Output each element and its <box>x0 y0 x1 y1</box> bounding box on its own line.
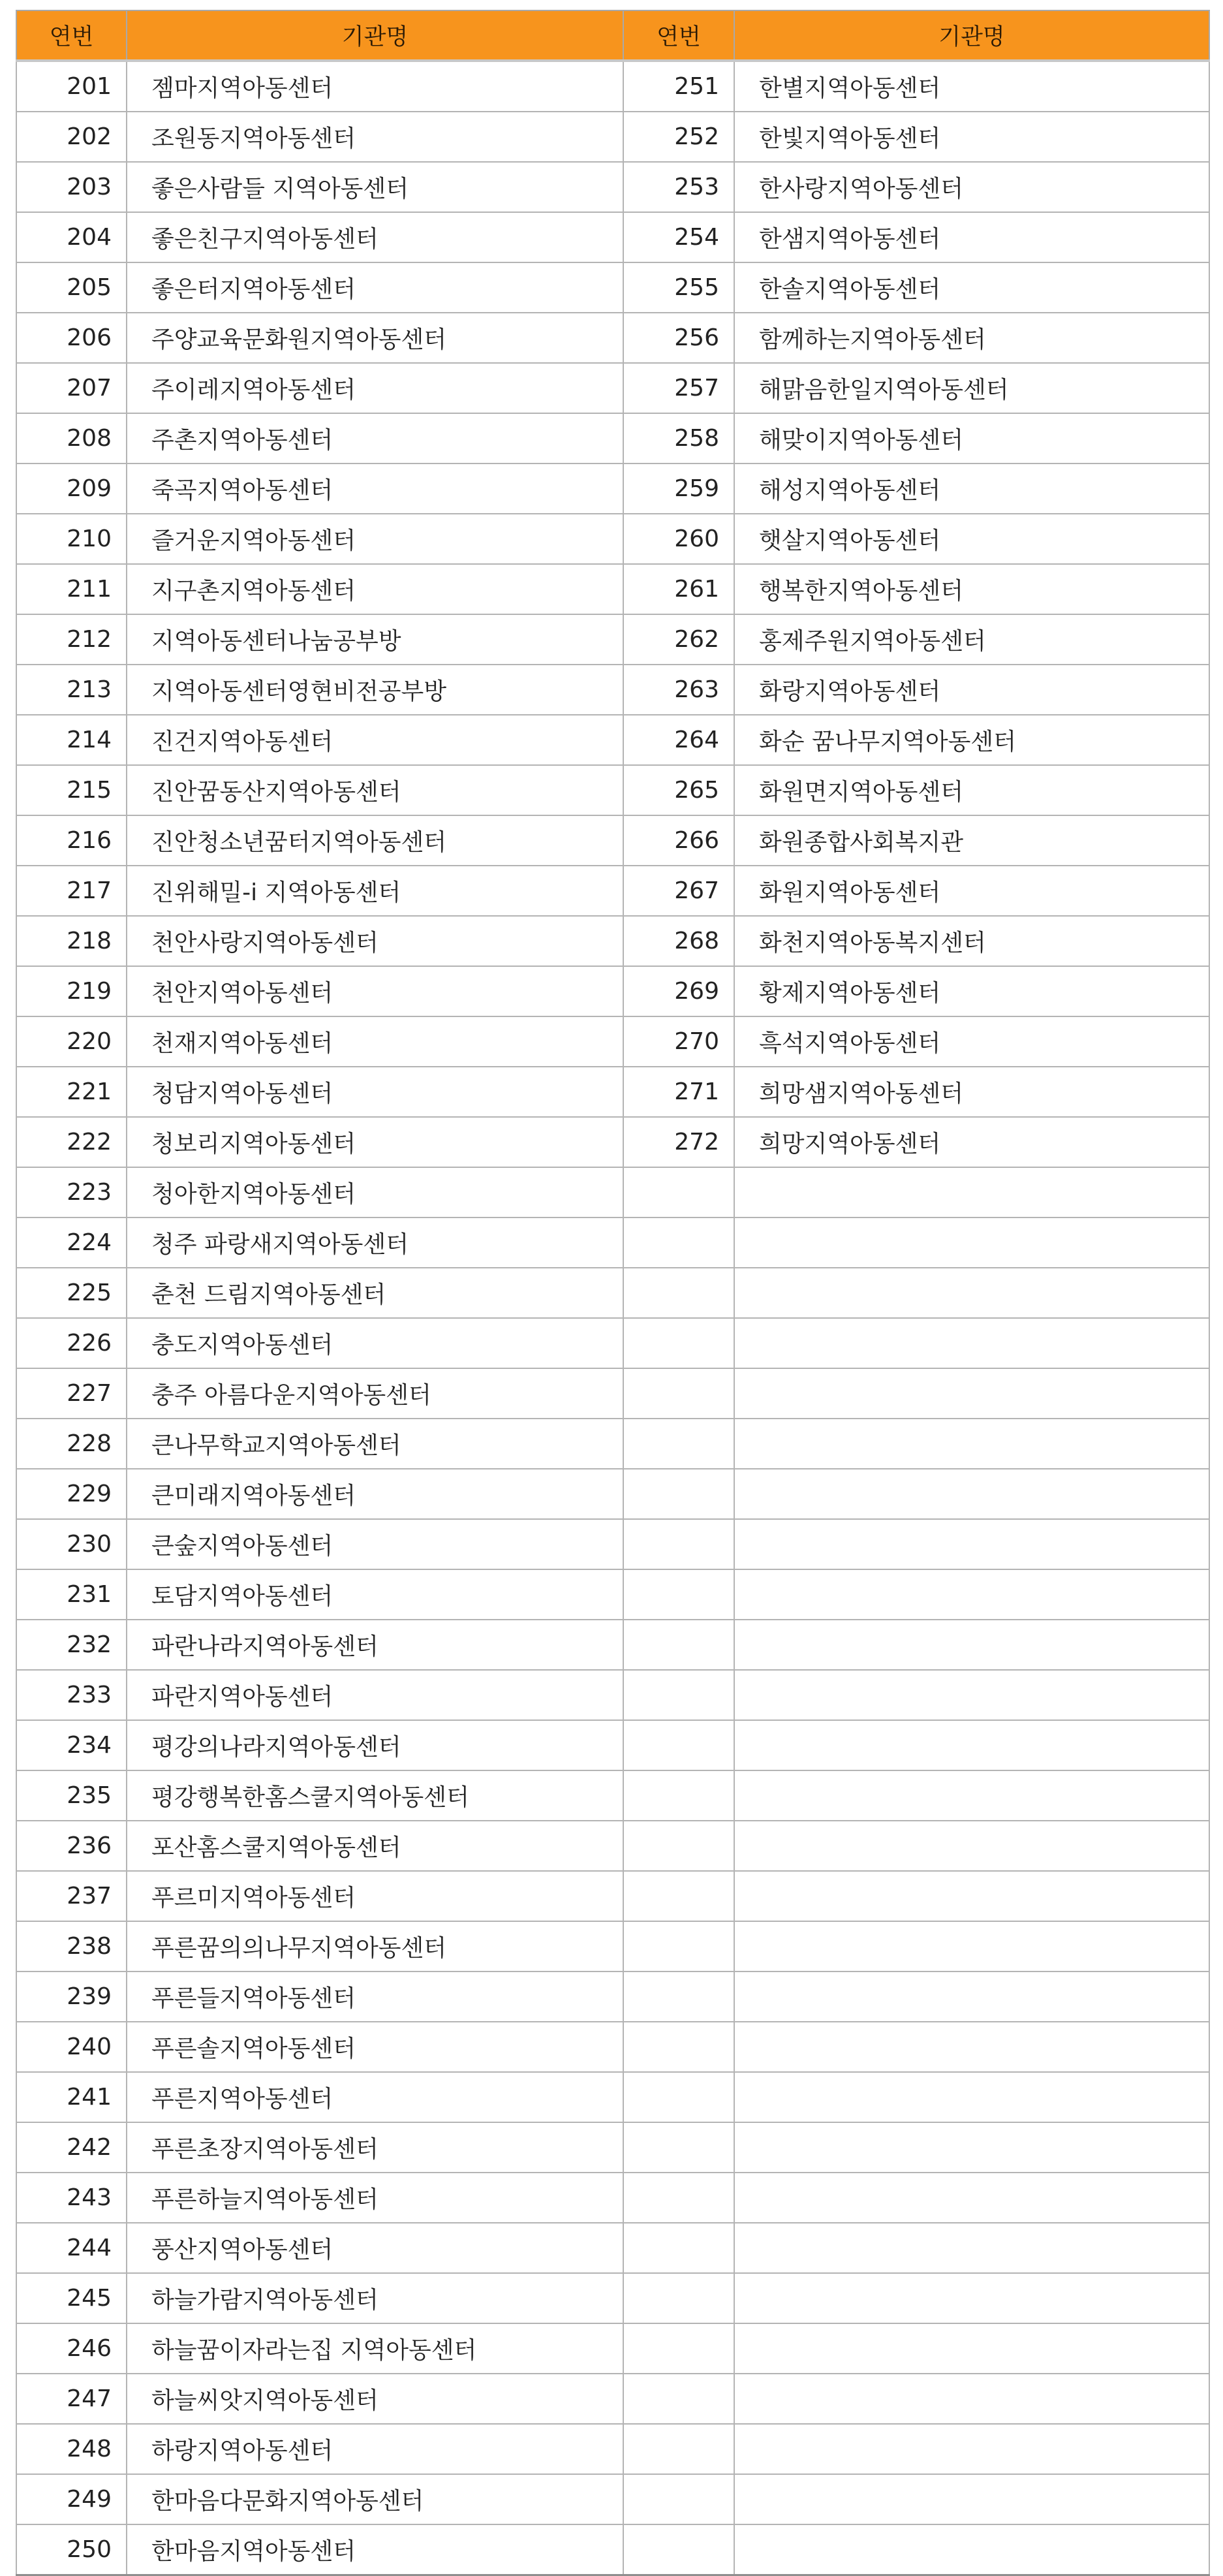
table-row <box>16 61 1209 112</box>
institution-name-cell: 화랑지역아동센터 <box>734 665 1209 715</box>
institution-name-cell: 좋은사람들 지역아동센터 <box>127 162 623 212</box>
row-number-cell: 233 <box>16 1670 127 1720</box>
row-number-cell: 216 <box>16 815 127 866</box>
row-number-cell: 263 <box>623 665 734 715</box>
row-number-cell <box>623 1167 734 1217</box>
row-number-cell: 230 <box>16 1519 127 1569</box>
institution-name-cell: 즐거운지역아동센터 <box>127 514 623 564</box>
institution-name-cell <box>734 1871 1209 1921</box>
table-row <box>16 1167 1209 1217</box>
table-row <box>16 2474 1209 2524</box>
row-number-cell: 261 <box>623 564 734 614</box>
institution-name-cell: 젬마지역아동센터 <box>127 61 623 112</box>
row-number-cell: 206 <box>16 313 127 363</box>
institution-name-cell: 파란나라지역아동센터 <box>127 1620 623 1670</box>
institution-name-cell <box>734 2474 1209 2524</box>
institution-name-cell: 한솔지역아동센터 <box>734 262 1209 313</box>
institution-name-cell: 춘천 드림지역아동센터 <box>127 1268 623 1318</box>
row-number-cell: 217 <box>16 866 127 916</box>
table-row <box>16 715 1209 765</box>
institution-name-cell: 좋은터지역아동센터 <box>127 262 623 313</box>
row-number-cell: 255 <box>623 262 734 313</box>
row-number-cell: 241 <box>16 2072 127 2122</box>
table-row <box>16 1670 1209 1720</box>
table-row <box>16 363 1209 413</box>
institution-name-cell <box>734 1519 1209 1569</box>
row-number-cell: 264 <box>623 715 734 765</box>
institution-name-cell: 하랑지역아동센터 <box>127 2424 623 2474</box>
row-number-cell <box>623 2173 734 2223</box>
row-number-cell: 238 <box>16 1921 127 1971</box>
institution-name-cell <box>734 1921 1209 1971</box>
row-number-cell: 245 <box>16 2273 127 2323</box>
row-number-cell: 271 <box>623 1067 734 1117</box>
table-row <box>16 2072 1209 2122</box>
institution-name-cell: 죽곡지역아동센터 <box>127 463 623 514</box>
row-number-cell <box>623 2273 734 2323</box>
institution-name-cell: 충도지역아동센터 <box>127 1318 623 1368</box>
table-row <box>16 1620 1209 1670</box>
institution-name-cell <box>734 2524 1209 2575</box>
row-number-cell: 266 <box>623 815 734 866</box>
row-number-cell <box>623 1519 734 1569</box>
row-number-cell <box>623 2323 734 2374</box>
table-row <box>16 1368 1209 1419</box>
row-number-cell: 236 <box>16 1821 127 1871</box>
row-number-cell <box>623 2474 734 2524</box>
institution-name-cell: 지역아동센터나눔공부방 <box>127 614 623 665</box>
table-row <box>16 1871 1209 1921</box>
institution-name-cell: 진위해밀-i 지역아동센터 <box>127 866 623 916</box>
institution-name-cell: 화원지역아동센터 <box>734 866 1209 916</box>
row-number-cell: 223 <box>16 1167 127 1217</box>
table-row <box>16 1921 1209 1971</box>
row-number-cell <box>623 1217 734 1268</box>
row-number-cell: 229 <box>16 1469 127 1519</box>
institution-name-cell: 하늘씨앗지역아동센터 <box>127 2374 623 2424</box>
row-number-cell: 228 <box>16 1419 127 1469</box>
row-number-cell: 250 <box>16 2524 127 2575</box>
table-body <box>16 61 1209 2575</box>
row-number-cell: 247 <box>16 2374 127 2424</box>
institution-name-cell: 홍제주원지역아동센터 <box>734 614 1209 665</box>
institution-name-cell <box>734 1268 1209 1318</box>
row-number-cell <box>623 1268 734 1318</box>
row-number-cell: 213 <box>16 665 127 715</box>
table-row <box>16 866 1209 916</box>
row-number-cell: 204 <box>16 212 127 262</box>
row-number-cell <box>623 1620 734 1670</box>
table-row <box>16 2273 1209 2323</box>
row-number-cell: 272 <box>623 1117 734 1167</box>
institution-name-cell: 화천지역아동복지센터 <box>734 916 1209 966</box>
row-number-cell: 211 <box>16 564 127 614</box>
row-number-cell: 270 <box>623 1016 734 1067</box>
row-number-cell <box>623 1368 734 1419</box>
institution-name-cell: 충주 아름다운지역아동센터 <box>127 1368 623 1419</box>
row-number-cell: 243 <box>16 2173 127 2223</box>
institution-name-cell <box>734 1971 1209 2022</box>
table-row <box>16 212 1209 262</box>
table-row <box>16 1318 1209 1368</box>
row-number-cell: 201 <box>16 61 127 112</box>
institution-name-cell: 큰미래지역아동센터 <box>127 1469 623 1519</box>
row-number-cell <box>623 1770 734 1821</box>
institution-name-cell: 해성지역아동센터 <box>734 463 1209 514</box>
row-number-cell: 251 <box>623 61 734 112</box>
institution-name-cell: 조원동지역아동센터 <box>127 112 623 162</box>
header-institution-name: 기관명 <box>734 10 1209 61</box>
institution-name-cell: 푸르미지역아동센터 <box>127 1871 623 1921</box>
institution-name-cell <box>734 2323 1209 2374</box>
institution-name-cell: 진건지역아동센터 <box>127 715 623 765</box>
table-row <box>16 1067 1209 1117</box>
institution-name-cell <box>734 2223 1209 2273</box>
table-row <box>16 765 1209 815</box>
institution-name-cell: 푸른지역아동센터 <box>127 2072 623 2122</box>
table-row <box>16 2122 1209 2173</box>
row-number-cell: 207 <box>16 363 127 413</box>
institution-name-cell: 청보리지역아동센터 <box>127 1117 623 1167</box>
row-number-cell: 249 <box>16 2474 127 2524</box>
institution-name-cell <box>734 1368 1209 1419</box>
institution-name-cell: 희망지역아동센터 <box>734 1117 1209 1167</box>
table-row <box>16 966 1209 1016</box>
institution-name-cell: 행복한지역아동센터 <box>734 564 1209 614</box>
row-number-cell: 205 <box>16 262 127 313</box>
row-number-cell: 208 <box>16 413 127 463</box>
institution-name-cell: 평강행복한홈스쿨지역아동센터 <box>127 1770 623 1821</box>
institution-name-cell: 한사랑지역아동센터 <box>734 162 1209 212</box>
institution-name-cell <box>734 2072 1209 2122</box>
row-number-cell: 253 <box>623 162 734 212</box>
institution-name-cell: 푸른하늘지역아동센터 <box>127 2173 623 2223</box>
institution-name-cell <box>734 1770 1209 1821</box>
institution-name-cell <box>734 1419 1209 1469</box>
institution-name-cell: 하늘가람지역아동센터 <box>127 2273 623 2323</box>
table-row <box>16 2524 1209 2575</box>
row-number-cell: 248 <box>16 2424 127 2474</box>
institution-name-cell: 진안꿈동산지역아동센터 <box>127 765 623 815</box>
row-number-cell: 258 <box>623 413 734 463</box>
institution-name-cell: 푸른초장지역아동센터 <box>127 2122 623 2173</box>
institution-name-cell: 푸른솔지역아동센터 <box>127 2022 623 2072</box>
row-number-cell: 209 <box>16 463 127 514</box>
institution-name-cell <box>734 1821 1209 1871</box>
institution-name-cell: 한마음다문화지역아동센터 <box>127 2474 623 2524</box>
institution-name-cell: 햇살지역아동센터 <box>734 514 1209 564</box>
table-row <box>16 1117 1209 1167</box>
row-number-cell: 218 <box>16 916 127 966</box>
row-number-cell: 257 <box>623 363 734 413</box>
table-row <box>16 1217 1209 1268</box>
row-number-cell <box>623 1921 734 1971</box>
table-row <box>16 112 1209 162</box>
table-row <box>16 1569 1209 1620</box>
institution-name-cell: 흑석지역아동센터 <box>734 1016 1209 1067</box>
table-row <box>16 1720 1209 1770</box>
institution-name-cell: 천안지역아동센터 <box>127 966 623 1016</box>
institution-name-cell: 푸른꿈의의나무지역아동센터 <box>127 1921 623 1971</box>
table-row <box>16 2022 1209 2072</box>
row-number-cell: 244 <box>16 2223 127 2273</box>
institution-name-cell: 좋은친구지역아동센터 <box>127 212 623 262</box>
table-row <box>16 1419 1209 1469</box>
table-row <box>16 2173 1209 2223</box>
table-row <box>16 2424 1209 2474</box>
table-row <box>16 1770 1209 1821</box>
institution-name-cell: 풍산지역아동센터 <box>127 2223 623 2273</box>
table-row <box>16 1469 1209 1519</box>
table-row <box>16 162 1209 212</box>
institution-name-cell: 진안청소년꿈터지역아동센터 <box>127 815 623 866</box>
institution-name-cell: 해맑음한일지역아동센터 <box>734 363 1209 413</box>
row-number-cell: 240 <box>16 2022 127 2072</box>
institution-name-cell <box>734 1217 1209 1268</box>
row-number-cell <box>623 1569 734 1620</box>
row-number-cell: 221 <box>16 1067 127 1117</box>
table-row <box>16 2374 1209 2424</box>
table-row <box>16 413 1209 463</box>
row-number-cell <box>623 2424 734 2474</box>
row-number-cell: 259 <box>623 463 734 514</box>
table-row <box>16 313 1209 363</box>
institution-name-cell: 평강의나라지역아동센터 <box>127 1720 623 1770</box>
institution-name-cell: 화순 꿈나무지역아동센터 <box>734 715 1209 765</box>
header-institution-name: 기관명 <box>127 10 623 61</box>
institution-name-cell <box>734 1469 1209 1519</box>
row-number-cell <box>623 2122 734 2173</box>
row-number-cell <box>623 1469 734 1519</box>
row-number-cell <box>623 1670 734 1720</box>
table-row <box>16 1016 1209 1067</box>
institution-name-cell: 포산홈스쿨지역아동센터 <box>127 1821 623 1871</box>
institution-name-cell: 함께하는지역아동센터 <box>734 313 1209 363</box>
row-number-cell: 227 <box>16 1368 127 1419</box>
institution-name-cell: 희망샘지역아동센터 <box>734 1067 1209 1117</box>
row-number-cell: 239 <box>16 1971 127 2022</box>
row-number-cell: 265 <box>623 765 734 815</box>
institution-name-cell <box>734 1318 1209 1368</box>
table-row <box>16 1519 1209 1569</box>
table-header-row <box>16 10 1209 61</box>
institution-name-cell: 해맞이지역아동센터 <box>734 413 1209 463</box>
table-row <box>16 2223 1209 2273</box>
institution-name-cell: 주이레지역아동센터 <box>127 363 623 413</box>
row-number-cell: 235 <box>16 1770 127 1821</box>
institution-name-cell: 화원종합사회복지관 <box>734 815 1209 866</box>
institution-table <box>16 10 1210 2576</box>
row-number-cell: 220 <box>16 1016 127 1067</box>
institution-name-cell: 하늘꿈이자라는집 지역아동센터 <box>127 2323 623 2374</box>
row-number-cell <box>623 1821 734 1871</box>
institution-name-cell <box>734 2424 1209 2474</box>
institution-name-cell <box>734 2374 1209 2424</box>
row-number-cell <box>623 2223 734 2273</box>
row-number-cell <box>623 1720 734 1770</box>
row-number-cell: 215 <box>16 765 127 815</box>
table-row <box>16 665 1209 715</box>
institution-name-cell <box>734 1167 1209 1217</box>
row-number-cell: 237 <box>16 1871 127 1921</box>
row-number-cell <box>623 1318 734 1368</box>
institution-name-cell: 푸른들지역아동센터 <box>127 1971 623 2022</box>
row-number-cell: 242 <box>16 2122 127 2173</box>
table-row <box>16 916 1209 966</box>
header-number: 연번 <box>623 10 734 61</box>
row-number-cell <box>623 1419 734 1469</box>
institution-name-cell: 청주 파랑새지역아동센터 <box>127 1217 623 1268</box>
row-number-cell: 231 <box>16 1569 127 1620</box>
institution-name-cell: 지구촌지역아동센터 <box>127 564 623 614</box>
institution-name-cell: 한별지역아동센터 <box>734 61 1209 112</box>
institution-name-cell <box>734 1620 1209 1670</box>
institution-name-cell: 황제지역아동센터 <box>734 966 1209 1016</box>
row-number-cell: 246 <box>16 2323 127 2374</box>
row-number-cell: 222 <box>16 1117 127 1167</box>
row-number-cell: 268 <box>623 916 734 966</box>
row-number-cell: 212 <box>16 614 127 665</box>
table-row <box>16 564 1209 614</box>
table-row <box>16 1971 1209 2022</box>
row-number-cell: 267 <box>623 866 734 916</box>
row-number-cell: 210 <box>16 514 127 564</box>
row-number-cell: 214 <box>16 715 127 765</box>
table-row <box>16 1821 1209 1871</box>
table-row <box>16 1268 1209 1318</box>
institution-name-cell: 한마음지역아동센터 <box>127 2524 623 2575</box>
institution-name-cell: 큰나무학교지역아동센터 <box>127 1419 623 1469</box>
row-number-cell: 254 <box>623 212 734 262</box>
row-number-cell: 226 <box>16 1318 127 1368</box>
institution-name-cell <box>734 1569 1209 1620</box>
table-row <box>16 463 1209 514</box>
institution-name-cell: 주양교육문화원지역아동센터 <box>127 313 623 363</box>
row-number-cell: 234 <box>16 1720 127 1770</box>
institution-name-cell <box>734 1720 1209 1770</box>
row-number-cell: 232 <box>16 1620 127 1670</box>
row-number-cell: 225 <box>16 1268 127 1318</box>
row-number-cell: 203 <box>16 162 127 212</box>
institution-name-cell: 한빛지역아동센터 <box>734 112 1209 162</box>
institution-name-cell: 청담지역아동센터 <box>127 1067 623 1117</box>
institution-name-cell: 천재지역아동센터 <box>127 1016 623 1067</box>
row-number-cell <box>623 2374 734 2424</box>
row-number-cell: 262 <box>623 614 734 665</box>
institution-name-cell: 파란지역아동센터 <box>127 1670 623 1720</box>
institution-name-cell: 한샘지역아동센터 <box>734 212 1209 262</box>
row-number-cell <box>623 1871 734 1921</box>
row-number-cell: 224 <box>16 1217 127 1268</box>
row-number-cell: 219 <box>16 966 127 1016</box>
row-number-cell <box>623 2072 734 2122</box>
institution-name-cell <box>734 2173 1209 2223</box>
row-number-cell <box>623 1971 734 2022</box>
header-number: 연번 <box>16 10 127 61</box>
institution-name-cell: 지역아동센터영현비전공부방 <box>127 665 623 715</box>
row-number-cell: 202 <box>16 112 127 162</box>
institution-name-cell: 천안사랑지역아동센터 <box>127 916 623 966</box>
row-number-cell: 252 <box>623 112 734 162</box>
institution-name-cell: 토담지역아동센터 <box>127 1569 623 1620</box>
institution-name-cell <box>734 2273 1209 2323</box>
row-number-cell <box>623 2524 734 2575</box>
institution-name-cell: 청아한지역아동센터 <box>127 1167 623 1217</box>
row-number-cell <box>623 2022 734 2072</box>
table-row <box>16 514 1209 564</box>
row-number-cell: 260 <box>623 514 734 564</box>
institution-name-cell: 화원면지역아동센터 <box>734 765 1209 815</box>
table-row <box>16 614 1209 665</box>
row-number-cell: 256 <box>623 313 734 363</box>
table-row <box>16 262 1209 313</box>
table-row <box>16 815 1209 866</box>
row-number-cell: 269 <box>623 966 734 1016</box>
table-row <box>16 2323 1209 2374</box>
institution-name-cell <box>734 1670 1209 1720</box>
institution-name-cell <box>734 2022 1209 2072</box>
institution-name-cell: 큰숲지역아동센터 <box>127 1519 623 1569</box>
institution-name-cell <box>734 2122 1209 2173</box>
institution-name-cell: 주촌지역아동센터 <box>127 413 623 463</box>
